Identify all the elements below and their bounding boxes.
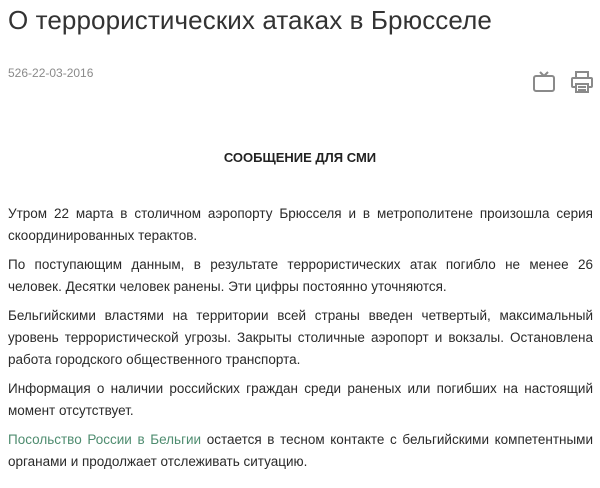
paragraph xyxy=(8,429,593,473)
paragraph: Информация о наличии российских граждан среди раненых или погибших на настоящий момент отсутствует. xyxy=(8,381,593,418)
paragraph: Утром 22 марта в столичном аэропорту Брюсселя и в метрополитене произошла серия скоординированных терактов. xyxy=(8,206,593,243)
article-body xyxy=(8,203,593,480)
page-title: О террористических атаках в Брюсселе xyxy=(8,5,492,35)
printer-icon[interactable] xyxy=(570,70,594,94)
document-id: 526-22-03-2016 xyxy=(8,66,94,80)
section-heading: СООБЩЕНИЕ ДЛЯ СМИ xyxy=(223,150,377,165)
paragraph: По поступающим данным, в результате террористических атак погибло не менее 26 человек. Десятки человек ранены. Эти цифры постоянно уточняются. xyxy=(8,257,593,294)
paragraph-text: остается в тесном контакте с бельгийскими компетентными органами и продолжает отслеживать ситуацию. xyxy=(8,432,593,469)
tv-icon[interactable] xyxy=(532,70,556,94)
embassy-link[interactable]: Посольство России в Бельгии xyxy=(8,432,202,447)
paragraph: Бельгийскими властями на территории всей страны введен четвертый, максимальный уровень террористической угрозы. Закрыты столичные аэропорт и вокзалы. Остановлена работа городского общественного транспорта. xyxy=(8,308,593,367)
toolbar xyxy=(532,70,594,94)
